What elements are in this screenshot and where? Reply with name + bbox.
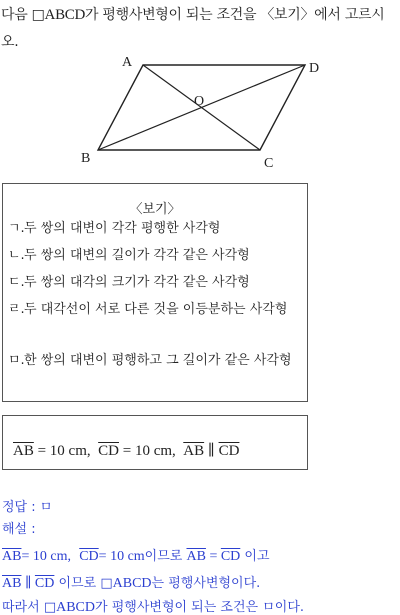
given-conditions-box bbox=[2, 415, 308, 470]
square-symbol: □ bbox=[43, 600, 57, 615]
segment-cd: $\overline{CD}$ bbox=[34, 576, 55, 591]
parallelogram-diagram bbox=[70, 50, 340, 180]
answer-label: 정답 : bbox=[2, 500, 40, 515]
explanation-line-3 bbox=[2, 596, 304, 615]
parallel-symbol: ∥ bbox=[204, 443, 219, 459]
bogi-item-text: 두 쌍의 대변이 각각 평행한 사각형 bbox=[24, 221, 221, 236]
explanation-word: 이고 bbox=[240, 549, 270, 564]
bogi-item bbox=[8, 216, 306, 241]
explanation-line-1 bbox=[2, 545, 270, 565]
square-symbol: □ bbox=[31, 7, 45, 23]
segment-length: = 10 cm bbox=[98, 549, 145, 564]
answer-value: ㅁ bbox=[39, 500, 53, 515]
segment-length: = 10 cm, bbox=[33, 443, 91, 459]
question-text bbox=[1, 2, 397, 56]
vertex-label-b: B bbox=[81, 151, 91, 166]
explanation-word: 이므로 bbox=[144, 549, 187, 564]
explanation-word: 이므로 bbox=[54, 576, 101, 591]
explanation-word: 가 평행사변형이 되는 조건은 ㅁ이다. bbox=[95, 600, 305, 615]
bogi-item-mark: ㄹ. bbox=[8, 302, 25, 317]
explanation-label: 해설 : bbox=[2, 522, 36, 537]
quad-name: ABCD bbox=[44, 7, 86, 23]
explanation-word: 는 평행사변형이다. bbox=[151, 576, 261, 591]
segment-length: = 10 cm, bbox=[118, 443, 176, 459]
explanation-word: 따라서 bbox=[2, 600, 44, 615]
bogi-title: 〈보기〉 bbox=[129, 202, 181, 217]
segment-cd: $\overline{CD}$ bbox=[79, 549, 99, 564]
square-symbol: □ bbox=[100, 576, 113, 591]
given-conditions bbox=[13, 441, 239, 460]
bogi-item bbox=[8, 297, 306, 322]
vertex-label-c: C bbox=[264, 156, 274, 171]
bogi-item bbox=[8, 243, 306, 268]
vertex-label-d: D bbox=[309, 61, 320, 76]
center-label-o: O bbox=[194, 94, 205, 109]
bogi-item-text: 두 대각선이 서로 다른 것을 이등분하는 사각형 bbox=[24, 302, 288, 317]
segment-ab: $\overline{AB}$ bbox=[13, 443, 34, 459]
segment-ab: $\overline{AB}$ bbox=[2, 549, 22, 564]
answer-line bbox=[2, 496, 52, 515]
bogi-item-mark: ㄱ. bbox=[8, 221, 25, 236]
quad-name: ABCD bbox=[56, 600, 96, 615]
equals-symbol: = bbox=[205, 549, 221, 564]
parallel-symbol: ∥ bbox=[21, 576, 35, 591]
segment-ab: $\overline{AB}$ bbox=[2, 576, 22, 591]
bogi-item bbox=[8, 348, 306, 373]
segment-length: = 10 cm, bbox=[21, 549, 71, 564]
parallelogram-figure bbox=[70, 50, 340, 180]
quad-name: ABCD bbox=[112, 576, 152, 591]
question-prefix: 다음 bbox=[1, 7, 32, 23]
bogi-item-text: 두 쌍의 대변의 길이가 각각 같은 사각형 bbox=[24, 248, 250, 263]
segment-ab: $\overline{AB}$ bbox=[186, 549, 206, 564]
question-suffix: 가 평행사변형이 되는 조건을 〈보기〉에서 고르시오. bbox=[1, 7, 385, 50]
segment-ab: $\overline{AB}$ bbox=[183, 443, 205, 459]
segment-cd: $\overline{CD}$ bbox=[218, 443, 240, 459]
bogi-item-mark: ㄴ. bbox=[8, 248, 25, 263]
bogi-item bbox=[8, 270, 306, 295]
segment-cd: $\overline{CD}$ bbox=[220, 549, 241, 564]
bogi-box bbox=[2, 183, 308, 402]
explanation-line-2 bbox=[2, 572, 260, 592]
bogi-item-text: 두 쌍의 대각의 크기가 각각 같은 사각형 bbox=[24, 275, 250, 290]
bogi-item-mark: ㄷ. bbox=[8, 275, 25, 290]
segment-cd: $\overline{CD}$ bbox=[98, 443, 119, 459]
bogi-item-mark: ㅁ. bbox=[8, 353, 25, 368]
bogi-item-text: 한 쌍의 대변이 평행하고 그 길이가 같은 사각형 bbox=[24, 353, 292, 368]
vertex-label-a: A bbox=[122, 55, 133, 70]
